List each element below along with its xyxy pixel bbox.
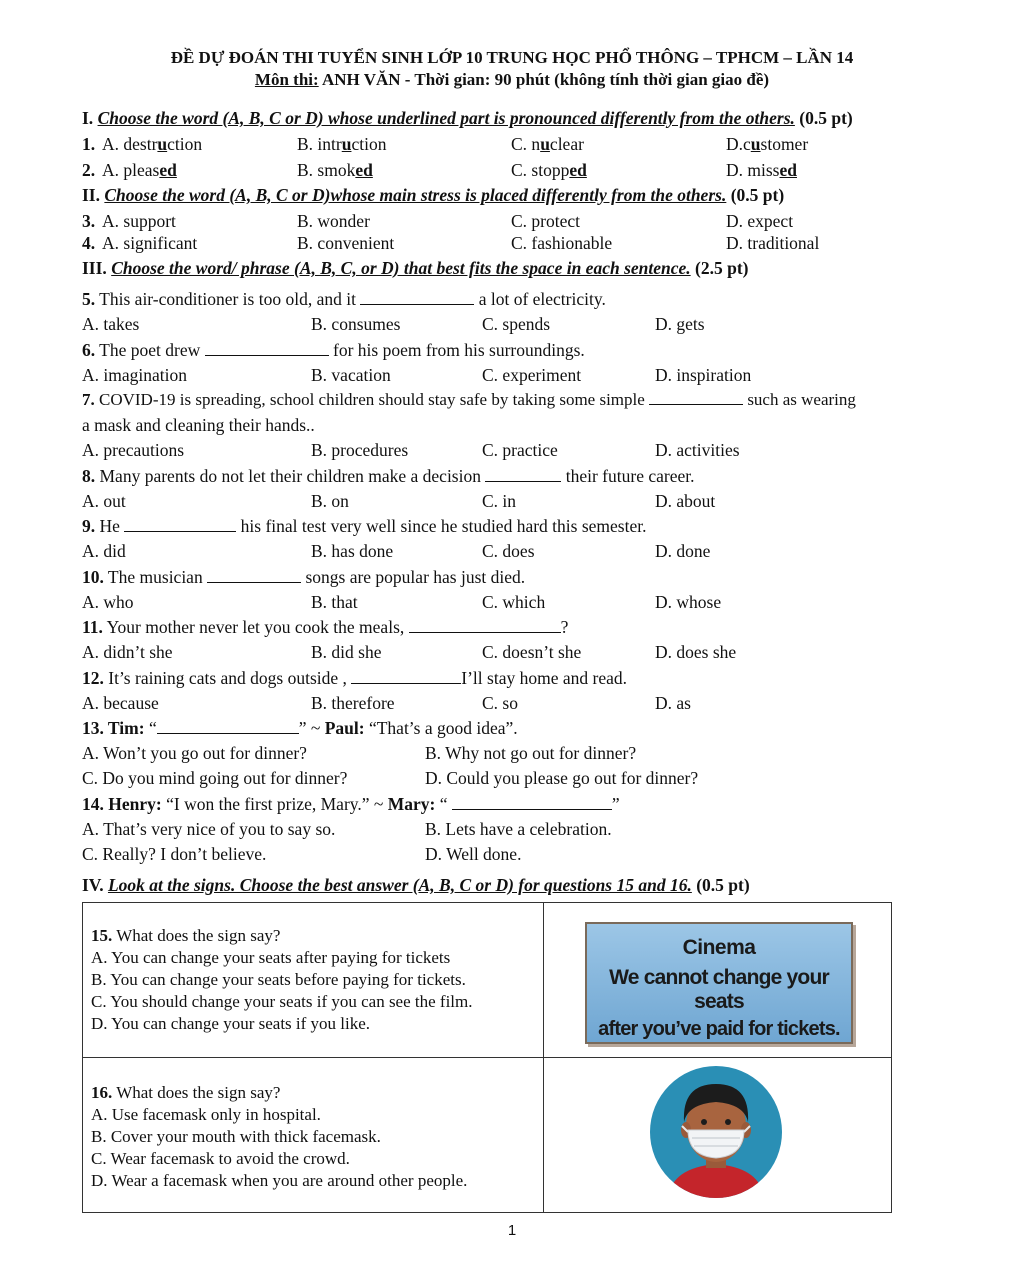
q15-option-a: A. You can change your seats after paying for tickets — [91, 948, 451, 967]
q11-option-a: A. didn’t she — [82, 642, 173, 662]
q1-option-a: A. destruction — [102, 134, 203, 154]
q4-option-a: A. significant — [102, 233, 198, 253]
q10-option-d: D. whose — [655, 592, 722, 612]
q3-option-c: C. protect — [511, 211, 581, 231]
exam-title: ĐỀ DỰ ĐOÁN THI TUYỂN SINH LỚP 10 TRUNG HỌC PHỔ THÔNG – TPHCM – LẦN 14 — [170, 48, 854, 67]
q9-option-c: C. does — [482, 541, 535, 561]
q3-option-d: D. expect — [726, 211, 794, 231]
q9-option-b: B. has done — [311, 541, 394, 561]
question-7: 7. COVID-19 is spreading, school children should stay safe by taking some simple such as wearing — [82, 390, 856, 409]
q3-option-b: B. wonder — [297, 211, 370, 231]
q6-option-b: B. vacation — [311, 365, 391, 385]
q3-option-a: A. support — [102, 211, 176, 231]
q15-cell — [83, 903, 544, 1058]
subject-info: ANH VĂN - Thời gian: 90 phút (không tính thời gian giao đề) — [318, 70, 770, 89]
q6-option-c: C. experiment — [482, 365, 582, 385]
q10-option-a: A. who — [82, 592, 134, 612]
q7-option-a: A. precautions — [82, 440, 185, 460]
q10-option-b: B. that — [311, 592, 358, 612]
question-15: 15. What does the sign say? — [91, 926, 281, 945]
q15-option-c: C. You should change your seats if you can see the film. — [91, 992, 473, 1011]
exam-subtitle — [0, 70, 1024, 90]
q2-option-c: C. stopped — [511, 160, 587, 180]
q8-option-b: B. on — [311, 491, 349, 511]
q6-option-a: A. imagination — [82, 365, 187, 385]
question-10: 10. The musician songs are popular has just died. — [82, 567, 526, 587]
subject-label: Môn thi: — [254, 70, 319, 89]
q5-option-a: A. takes — [82, 314, 140, 334]
q8-option-d: D. about — [655, 491, 716, 511]
question-11: 11. Your mother never let you cook the meals, ? — [82, 617, 569, 637]
question-3: 3. — [82, 211, 96, 231]
q13-option-c: C. Do you mind going out for dinner? — [82, 768, 348, 788]
q11-option-b: B. did she — [311, 642, 382, 662]
q16-option-b: B. Cover your mouth with thick facemask. — [91, 1127, 381, 1146]
q16-option-d: D. Wear a facemask when you are around other people. — [91, 1171, 468, 1190]
q12-option-c: C. so — [482, 693, 518, 713]
q5-option-b: B. consumes — [311, 314, 401, 334]
q11-option-c: C. doesn’t she — [482, 642, 582, 662]
q14-option-b: B. Lets have a celebration. — [425, 819, 612, 839]
section-2-heading: II. Choose the word (A, B, C or D)whose main stress is placed differently from the others. (0.5 pt) — [82, 185, 785, 205]
section-1-heading: I. Choose the word (A, B, C or D) whose underlined part is pronounced differently from the others. (0.5 pt) — [82, 108, 853, 128]
q1-option-c: C. nuclear — [511, 134, 584, 154]
question-8: 8. Many parents do not let their children make a decision their future career. — [82, 466, 695, 486]
q8-option-c: C. in — [482, 491, 517, 511]
q14-option-c: C. Really? I don’t believe. — [82, 844, 267, 864]
question-4: 4. — [82, 233, 96, 253]
question-16: 16. What does the sign say? — [91, 1083, 281, 1102]
q13-option-d: D. Could you please go out for dinner? — [425, 768, 699, 788]
q7-option-d: D. activities — [655, 440, 740, 460]
cinema-sign-line-1: We cannot change your seats — [609, 966, 829, 1013]
q14-option-a: A. That’s very nice of you to say so. — [82, 819, 336, 839]
q12-option-b: B. therefore — [311, 693, 395, 713]
q2-option-a: A. pleased — [102, 160, 177, 180]
question-14: 14. Henry: “I won the first prize, Mary.” ~ Mary: “ ” — [82, 794, 620, 814]
cinema-sign-line-2: after you’ve paid for tickets. — [598, 1018, 840, 1040]
q13-option-b: B. Why not go out for dinner? — [425, 743, 637, 763]
q1-option-d: D.customer — [726, 134, 809, 154]
q5-option-c: C. spends — [482, 314, 551, 334]
q4-option-d: D. traditional — [726, 233, 820, 253]
q9-option-a: A. did — [82, 541, 126, 561]
q15-option-d: D. You can change your seats if you like. — [91, 1014, 371, 1033]
q12-option-d: D. as — [655, 693, 691, 713]
q4-option-c: C. fashionable — [511, 233, 613, 253]
question-13: 13. Tim: “ ” ~ Paul: “That’s a good idea”. — [82, 718, 518, 738]
question-2: 2. — [82, 160, 96, 180]
q11-option-d: D. does she — [655, 642, 737, 662]
q16-option-a: A. Use facemask only in hospital. — [91, 1105, 321, 1124]
q1-option-b: B. intruction — [297, 134, 387, 154]
question-9: 9. He his final test very well since he studied hard this semester. — [82, 516, 647, 536]
q5-option-d: D. gets — [655, 314, 705, 334]
cinema-sign-title: Cinema — [682, 936, 756, 959]
q6-option-d: D. inspiration — [655, 365, 752, 385]
page-number: 1 — [507, 1222, 517, 1239]
q14-option-d: D. Well done. — [425, 844, 522, 864]
question-5: 5. This air-conditioner is too old, and it a lot of electricity. — [82, 289, 606, 309]
facemask-sign-icon — [648, 1064, 784, 1200]
question-6: 6. The poet drew for his poem from his surroundings. — [82, 340, 585, 360]
q7-option-c: C. practice — [482, 440, 558, 460]
section-4-heading: IV. Look at the signs. Choose the best answer (A, B, C or D) for questions 15 and 16. (0.5 pt) — [82, 875, 750, 895]
q7-option-b: B. procedures — [311, 440, 409, 460]
q9-option-d: D. done — [655, 541, 711, 561]
section-3-heading: III. Choose the word/ phrase (A, B, C, or D) that best fits the space in each sentence. (2.5 pt) — [82, 258, 749, 278]
q15-option-b: B. You can change your seats before paying for tickets. — [91, 970, 466, 989]
q2-option-b: B. smoked — [297, 160, 373, 180]
q8-option-a: A. out — [82, 491, 126, 511]
question-12: 12. It’s raining cats and dogs outside , I’ll stay home and read. — [82, 668, 627, 688]
q13-option-a: A. Won’t you go out for dinner? — [82, 743, 307, 763]
q10-option-c: C. which — [482, 592, 546, 612]
q12-option-a: A. because — [82, 693, 159, 713]
question-7-continued: a mask and cleaning their hands.. — [82, 415, 315, 435]
q4-option-b: B. convenient — [297, 233, 395, 253]
q16-cell — [83, 1058, 544, 1213]
q2-option-d: D. missed — [726, 160, 797, 180]
cinema-sign — [585, 922, 853, 1044]
question-1: 1. — [82, 134, 96, 154]
q16-option-c: C. Wear facemask to avoid the crowd. — [91, 1149, 350, 1168]
